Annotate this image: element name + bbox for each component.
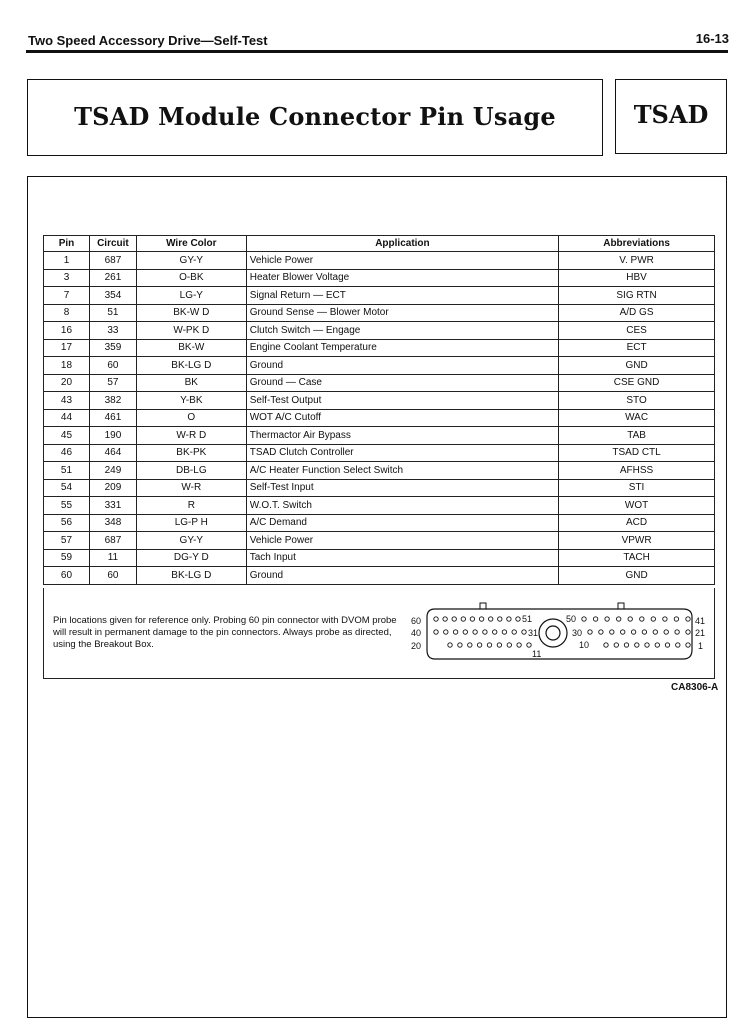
- pin-cell: 16: [44, 322, 90, 340]
- connector-pin: [645, 643, 649, 647]
- connector-pin: [651, 617, 655, 621]
- abbreviation-cell: TACH: [559, 549, 715, 567]
- pin-cell: 57: [44, 532, 90, 550]
- connector-pin: [653, 630, 657, 634]
- table-row: [44, 479, 715, 497]
- circuit-cell: 331: [89, 497, 136, 515]
- table-row: [44, 252, 715, 270]
- connector-pin: [674, 617, 678, 621]
- abbreviation-cell: TAB: [559, 427, 715, 445]
- application-cell: Heater Blower Voltage: [246, 269, 558, 287]
- pin-cell: 1: [44, 252, 90, 270]
- connector-pin: [458, 643, 462, 647]
- connector-pin: [686, 643, 690, 647]
- label-11: 11: [532, 649, 542, 659]
- wire-color-cell: BK-PK: [136, 444, 246, 462]
- abbreviation-cell: STO: [559, 392, 715, 410]
- section-tag: TSAD: [633, 100, 709, 129]
- wire-color-cell: W-R: [136, 479, 246, 497]
- connector-diagram: [405, 600, 710, 662]
- pin-cell: 59: [44, 549, 90, 567]
- application-cell: WOT A/C Cutoff: [246, 409, 558, 427]
- abbreviation-cell: VPWR: [559, 532, 715, 550]
- connector-pin: [443, 617, 447, 621]
- connector-pin: [621, 630, 625, 634]
- connector-pin: [617, 617, 621, 621]
- abbreviation-cell: CES: [559, 322, 715, 340]
- table-row: [44, 269, 715, 287]
- label-31: 31: [528, 628, 539, 638]
- application-cell: Self-Test Input: [246, 479, 558, 497]
- connector-pin: [434, 617, 438, 621]
- connector-pin: [489, 617, 493, 621]
- pin-cell: 51: [44, 462, 90, 480]
- table-row: [44, 392, 715, 410]
- application-cell: Signal Return — ECT: [246, 287, 558, 305]
- wire-color-cell: BK-W: [136, 339, 246, 357]
- connector-pin: [686, 617, 690, 621]
- connector-pin: [507, 617, 511, 621]
- connector-pin: [502, 630, 506, 634]
- label-50: 50: [566, 614, 577, 624]
- circuit-cell: 261: [89, 269, 136, 287]
- title-box: [27, 79, 603, 156]
- connector-pin: [599, 630, 603, 634]
- header-abbreviations: Abbreviations: [559, 236, 715, 252]
- pin-cell: 43: [44, 392, 90, 410]
- application-cell: Ground: [246, 567, 558, 585]
- abbreviation-cell: ECT: [559, 339, 715, 357]
- wire-color-cell: GY-Y: [136, 532, 246, 550]
- connector-pin: [640, 617, 644, 621]
- connector-pin: [477, 643, 481, 647]
- wire-color-cell: LG-P H: [136, 514, 246, 532]
- abbreviation-cell: WAC: [559, 409, 715, 427]
- abbreviation-cell: SIG RTN: [559, 287, 715, 305]
- table-row: [44, 357, 715, 375]
- label-40: 40: [411, 628, 422, 638]
- application-cell: Vehicle Power: [246, 532, 558, 550]
- pin-cell: 54: [44, 479, 90, 497]
- circuit-cell: 359: [89, 339, 136, 357]
- page-title: TSAD Module Connector Pin Usage: [74, 102, 556, 131]
- connector-pin: [512, 630, 516, 634]
- wire-color-cell: O-BK: [136, 269, 246, 287]
- connector-pin: [664, 630, 668, 634]
- pin-cell: 55: [44, 497, 90, 515]
- connector-pin: [522, 630, 526, 634]
- application-cell: Self-Test Output: [246, 392, 558, 410]
- connector-pin: [461, 617, 465, 621]
- connector-pin: [479, 617, 483, 621]
- label-21: 21: [695, 628, 706, 638]
- header-application: Application: [246, 236, 558, 252]
- circuit-cell: 348: [89, 514, 136, 532]
- application-cell: Tach Input: [246, 549, 558, 567]
- circuit-cell: 687: [89, 252, 136, 270]
- circuit-cell: 57: [89, 374, 136, 392]
- application-cell: Vehicle Power: [246, 252, 558, 270]
- circuit-cell: 464: [89, 444, 136, 462]
- circuit-cell: 33: [89, 322, 136, 340]
- circuit-cell: 461: [89, 409, 136, 427]
- application-cell: Engine Coolant Temperature: [246, 339, 558, 357]
- connector-pin: [624, 643, 628, 647]
- table-row: [44, 427, 715, 445]
- connector-center-hole: [546, 626, 560, 640]
- table-row: [44, 497, 715, 515]
- pin-cell: 7: [44, 287, 90, 305]
- header-pin: Pin: [44, 236, 90, 252]
- connector-pin: [655, 643, 659, 647]
- table-row: [44, 287, 715, 305]
- circuit-cell: 354: [89, 287, 136, 305]
- label-41: 41: [695, 616, 706, 626]
- header-wire-color: Wire Color: [136, 236, 246, 252]
- connector-key-right: [618, 603, 624, 609]
- section-tag-box: [615, 79, 727, 154]
- application-cell: Clutch Switch — Engage: [246, 322, 558, 340]
- pin-cell: 18: [44, 357, 90, 375]
- application-cell: A/C Demand: [246, 514, 558, 532]
- abbreviation-cell: AFHSS: [559, 462, 715, 480]
- pin-cell: 56: [44, 514, 90, 532]
- table-row: [44, 409, 715, 427]
- application-cell: Thermactor Air Bypass: [246, 427, 558, 445]
- table-row: [44, 444, 715, 462]
- abbreviation-cell: HBV: [559, 269, 715, 287]
- table-row: [44, 567, 715, 585]
- table-header-row: [44, 236, 715, 252]
- label-60: 60: [411, 616, 422, 626]
- connector-pin: [507, 643, 511, 647]
- connector-pin: [665, 643, 669, 647]
- application-cell: Ground — Case: [246, 374, 558, 392]
- connector-pin: [675, 630, 679, 634]
- pin-cell: 44: [44, 409, 90, 427]
- connector-pin: [642, 630, 646, 634]
- label-30: 30: [572, 628, 583, 638]
- connector-pin: [434, 630, 438, 634]
- abbreviation-cell: TSAD CTL: [559, 444, 715, 462]
- connector-pin: [497, 643, 501, 647]
- table-body: [44, 252, 715, 585]
- connector-pin: [588, 630, 592, 634]
- application-cell: Ground: [246, 357, 558, 375]
- connector-pin: [517, 643, 521, 647]
- pin-cell: 3: [44, 269, 90, 287]
- wire-color-cell: R: [136, 497, 246, 515]
- pin-cell: 8: [44, 304, 90, 322]
- connector-key-left: [480, 603, 486, 609]
- label-10: 10: [579, 640, 590, 650]
- page-number: 16-13: [695, 31, 729, 46]
- label-51: 51: [522, 614, 533, 624]
- label-1: 1: [698, 641, 704, 651]
- connector-pin: [470, 617, 474, 621]
- connector-pin: [483, 630, 487, 634]
- pin-cell: 60: [44, 567, 90, 585]
- header-circuit: Circuit: [89, 236, 136, 252]
- connector-pin: [463, 630, 467, 634]
- abbreviation-cell: GND: [559, 357, 715, 375]
- table-row: [44, 374, 715, 392]
- circuit-cell: 249: [89, 462, 136, 480]
- page-header-section: Two Speed Accessory Drive—Self-Test: [28, 33, 268, 48]
- table-row: [44, 532, 715, 550]
- abbreviation-cell: GND: [559, 567, 715, 585]
- abbreviation-cell: ACD: [559, 514, 715, 532]
- table-row: [44, 514, 715, 532]
- connector-pin: [444, 630, 448, 634]
- wire-color-cell: BK-W D: [136, 304, 246, 322]
- pin-usage-table: [43, 235, 715, 585]
- abbreviation-cell: A/D GS: [559, 304, 715, 322]
- pin-cell: 46: [44, 444, 90, 462]
- table-row: [44, 549, 715, 567]
- connector-pin: [468, 643, 472, 647]
- table-row: [44, 462, 715, 480]
- circuit-cell: 11: [89, 549, 136, 567]
- label-20: 20: [411, 641, 422, 651]
- connector-pin: [605, 617, 609, 621]
- connector-pin: [610, 630, 614, 634]
- table-row: [44, 322, 715, 340]
- table-row: [44, 339, 715, 357]
- figure-code: CA8306-A: [671, 682, 719, 693]
- connector-pin: [473, 630, 477, 634]
- wire-color-cell: W-PK D: [136, 322, 246, 340]
- connector-pin: [593, 617, 597, 621]
- reference-note: Pin locations given for reference only. Probing 60 pin connector with DVOM probe will result in permanent damage to the pin connectors. Always probe as directed, using the Breakout Box.: [53, 615, 397, 650]
- circuit-cell: 60: [89, 567, 136, 585]
- connector-pin: [614, 643, 618, 647]
- circuit-cell: 209: [89, 479, 136, 497]
- wire-color-cell: DB-LG: [136, 462, 246, 480]
- wire-color-cell: BK-LG D: [136, 357, 246, 375]
- wire-color-cell: W-R D: [136, 427, 246, 445]
- circuit-cell: 190: [89, 427, 136, 445]
- connector-pin: [493, 630, 497, 634]
- connector-pin: [635, 643, 639, 647]
- connector-pin: [448, 643, 452, 647]
- abbreviation-cell: CSE GND: [559, 374, 715, 392]
- abbreviation-cell: WOT: [559, 497, 715, 515]
- wire-color-cell: LG-Y: [136, 287, 246, 305]
- application-cell: TSAD Clutch Controller: [246, 444, 558, 462]
- connector-pin: [663, 617, 667, 621]
- application-cell: A/C Heater Function Select Switch: [246, 462, 558, 480]
- pin-cell: 17: [44, 339, 90, 357]
- wire-color-cell: BK-LG D: [136, 567, 246, 585]
- circuit-cell: 382: [89, 392, 136, 410]
- circuit-cell: 687: [89, 532, 136, 550]
- connector-center-post: [539, 619, 567, 647]
- wire-color-cell: O: [136, 409, 246, 427]
- connector-pin: [676, 643, 680, 647]
- wire-color-cell: Y-BK: [136, 392, 246, 410]
- wire-color-cell: DG-Y D: [136, 549, 246, 567]
- connector-pin: [686, 630, 690, 634]
- abbreviation-cell: V. PWR: [559, 252, 715, 270]
- circuit-cell: 60: [89, 357, 136, 375]
- application-cell: W.O.T. Switch: [246, 497, 558, 515]
- connector-pin: [527, 643, 531, 647]
- connector-pin: [452, 617, 456, 621]
- connector-pin: [604, 643, 608, 647]
- connector-pin: [498, 617, 502, 621]
- wire-color-cell: BK: [136, 374, 246, 392]
- application-cell: Ground Sense — Blower Motor: [246, 304, 558, 322]
- circuit-cell: 51: [89, 304, 136, 322]
- header-rule: [26, 50, 728, 53]
- connector-pin: [628, 617, 632, 621]
- connector-pin: [631, 630, 635, 634]
- connector-pins: [434, 617, 690, 647]
- table-row: [44, 304, 715, 322]
- pin-cell: 20: [44, 374, 90, 392]
- abbreviation-cell: STI: [559, 479, 715, 497]
- connector-pin: [487, 643, 491, 647]
- wire-color-cell: GY-Y: [136, 252, 246, 270]
- connector-pin: [516, 617, 520, 621]
- connector-pin: [453, 630, 457, 634]
- connector-pin: [582, 617, 586, 621]
- pin-cell: 45: [44, 427, 90, 445]
